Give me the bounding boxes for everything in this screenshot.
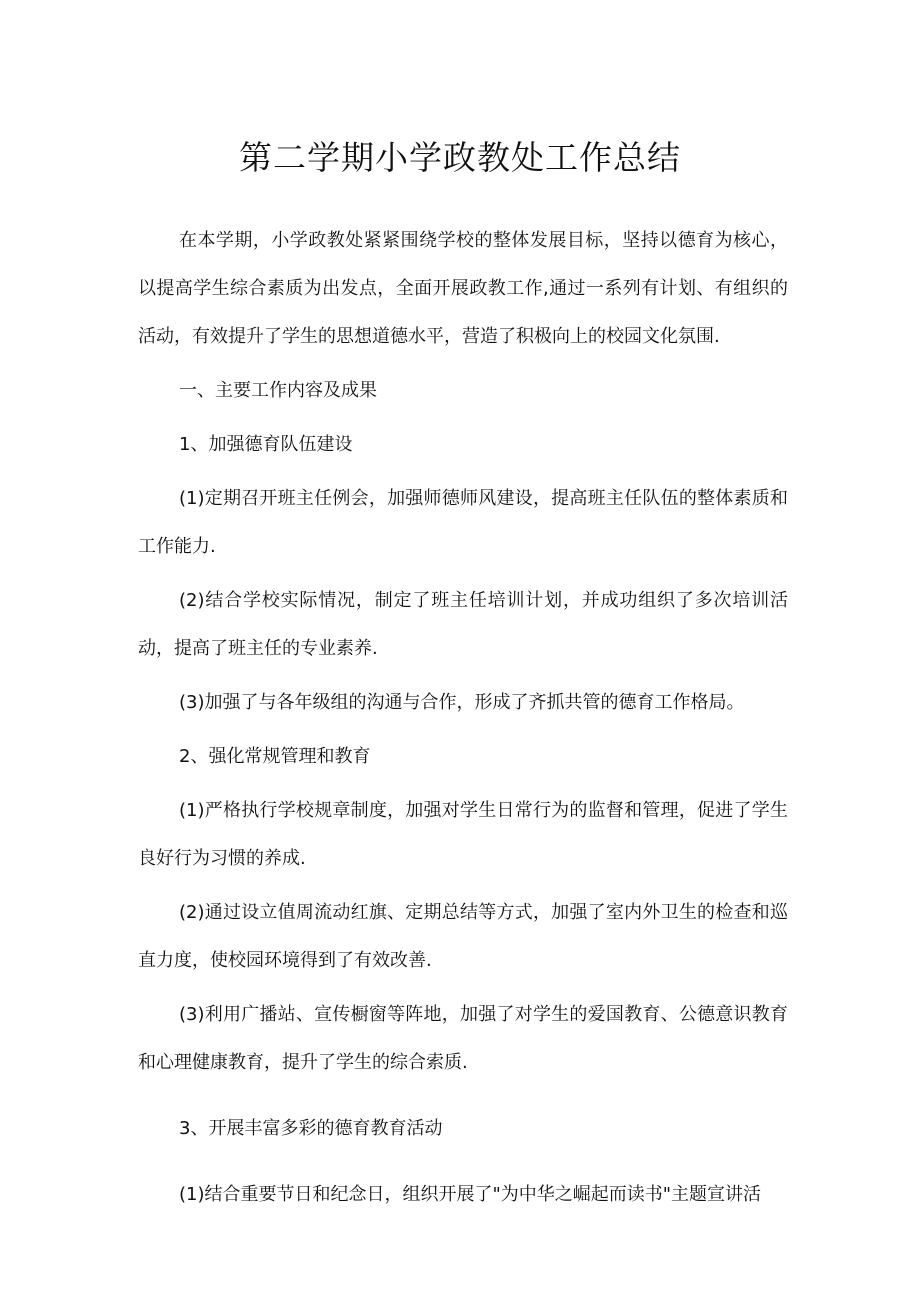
- list-item-activities-1: (1)结合重要节日和纪念日，组织开展了"为中华之崛起而读书"主题宣讲活: [179, 1184, 762, 1205]
- section-heading-main-work: 一、主要工作内容及成果: [179, 380, 377, 401]
- list-item-team-3: (3)加强了与各年级组的沟通与合作，形成了齐抓共管的德育工作格局。: [179, 692, 745, 713]
- list-item-team-2: (2)结合学校实际情况，制定了班主任培训计划，并成功组织了多次培训活动，提高了班主任的专业素养.: [138, 590, 788, 659]
- subsection-heading-routine-management: 2、强化常规管理和教育: [179, 746, 371, 767]
- subsection-heading-activities: 3、开展丰富多彩的德育教育活动: [179, 1118, 443, 1139]
- document-title: 第二学期小学政教处工作总结: [239, 138, 681, 177]
- intro-paragraph: 在本学期，小学政教处紧紧围绕学校的整体发展目标，坚持以德育为核心，以提高学生综合素质为出发点，全面开展政教工作,通过一系列有计划、有组织的活动，有效提升了学生的思想道德水平，营造了积极向上的校园文化氛围.: [138, 230, 788, 347]
- list-item-routine-1: (1)严格执行学校规章制度，加强对学生日常行为的监督和管理，促进了学生良好行为习惯的养成.: [138, 800, 788, 869]
- list-item-routine-2: (2)通过设立值周流动红旗、定期总结等方式，加强了室内外卫生的检查和巡直力度，使校园环境得到了有效改善.: [138, 902, 788, 971]
- subsection-heading-team-building: 1、加强德育队伍建设: [179, 434, 353, 455]
- list-item-team-1: (1)定期召开班主任例会，加强师德师风建设，提高班主任队伍的整体素质和工作能力.: [138, 488, 788, 557]
- list-item-routine-3: (3)利用广播站、宣传橱窗等阵地，加强了对学生的爱国教育、公德意识教育和心理健康教育，提升了学生的综合索质.: [138, 1004, 788, 1073]
- document-body: [138, 217, 788, 1225]
